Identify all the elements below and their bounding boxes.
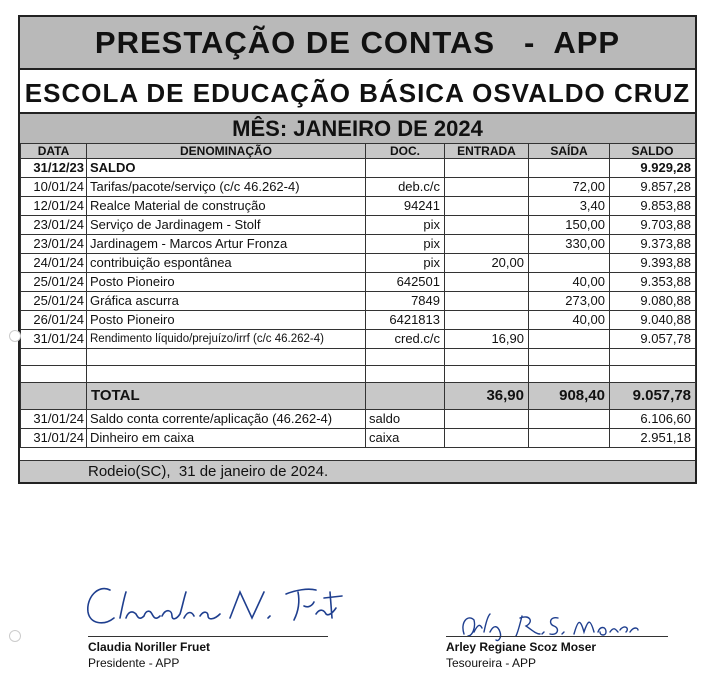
table-row: 23/01/24 Serviço de Jardinagem - Stolf pix 150,00 9.703,88 xyxy=(21,216,696,235)
month-heading: MÊS: JANEIRO DE 2024 xyxy=(20,114,695,143)
col-doc: DOC. xyxy=(366,144,445,159)
signature-line xyxy=(446,636,668,637)
signature-claudia xyxy=(80,578,350,640)
signature-line xyxy=(88,636,328,637)
place-date: Rodeio(SC), 31 de janeiro de 2024. xyxy=(20,460,695,482)
col-date: DATA xyxy=(21,144,87,159)
col-entrada: ENTRADA xyxy=(445,144,529,159)
opening-date: 31/12/23 xyxy=(21,159,87,178)
col-saida: SAÍDA xyxy=(529,144,610,159)
punch-hole xyxy=(9,330,21,342)
table-row: 10/01/24 Tarifas/pacote/serviço (c/c 46.262-4) deb.c/c 72,00 9.857,28 xyxy=(21,178,696,197)
opening-balance-row xyxy=(21,159,696,178)
school-name: ESCOLA DE EDUCAÇÃO BÁSICA OSVALDO CRUZ xyxy=(20,68,695,114)
table-row: 24/01/24 contribuição espontânea pix 20,00 9.393,88 xyxy=(21,254,696,273)
president-role: Presidente - APP xyxy=(88,656,180,670)
document-title: PRESTAÇÃO DE CONTAS - APP xyxy=(20,17,695,68)
treasurer-name: Arley Regiane Scoz Moser xyxy=(446,640,597,654)
accounts-table xyxy=(20,143,696,448)
table-row: 26/01/24 Posto Pioneiro 6421813 40,00 9.040,88 xyxy=(21,311,696,330)
closing-row: 31/01/24 Saldo conta corrente/aplicação (46.262-4) saldo 6.106,60 xyxy=(21,410,696,429)
table-row: 25/01/24 Gráfica ascurra 7849 273,00 9.080,88 xyxy=(21,292,696,311)
opening-label: SALDO xyxy=(87,159,366,178)
blank-row xyxy=(21,366,696,383)
total-entrada: 36,90 xyxy=(445,383,529,410)
president-name: Claudia Noriller Fruet xyxy=(88,640,211,654)
signature-block-president xyxy=(88,636,328,671)
blank-row xyxy=(21,349,696,366)
total-label: TOTAL xyxy=(87,383,366,410)
punch-hole xyxy=(9,630,21,642)
total-row xyxy=(21,383,696,410)
table-row: 23/01/24 Jardinagem - Marcos Artur Fronza pix 330,00 9.373,88 xyxy=(21,235,696,254)
table-header-row xyxy=(21,144,696,159)
col-denomination: DENOMINAÇÃO xyxy=(87,144,366,159)
treasurer-role: Tesoureira - APP xyxy=(446,656,537,670)
closing-row: 31/01/24 Dinheiro em caixa caixa 2.951,18 xyxy=(21,429,696,448)
opening-saldo: 9.929,28 xyxy=(610,159,696,178)
total-saldo: 9.057,78 xyxy=(610,383,696,410)
table-row: 31/01/24 Rendimento líquido/prejuízo/irrf (c/c 46.262-4) cred.c/c 16,90 9.057,78 xyxy=(21,330,696,349)
col-saldo: SALDO xyxy=(610,144,696,159)
table-row: 12/01/24 Realce Material de construção 94241 3,40 9.853,88 xyxy=(21,197,696,216)
accounts-sheet xyxy=(18,15,697,484)
table-row: 25/01/24 Posto Pioneiro 642501 40,00 9.353,88 xyxy=(21,273,696,292)
total-saida: 908,40 xyxy=(529,383,610,410)
signature-block-treasurer xyxy=(446,636,668,671)
